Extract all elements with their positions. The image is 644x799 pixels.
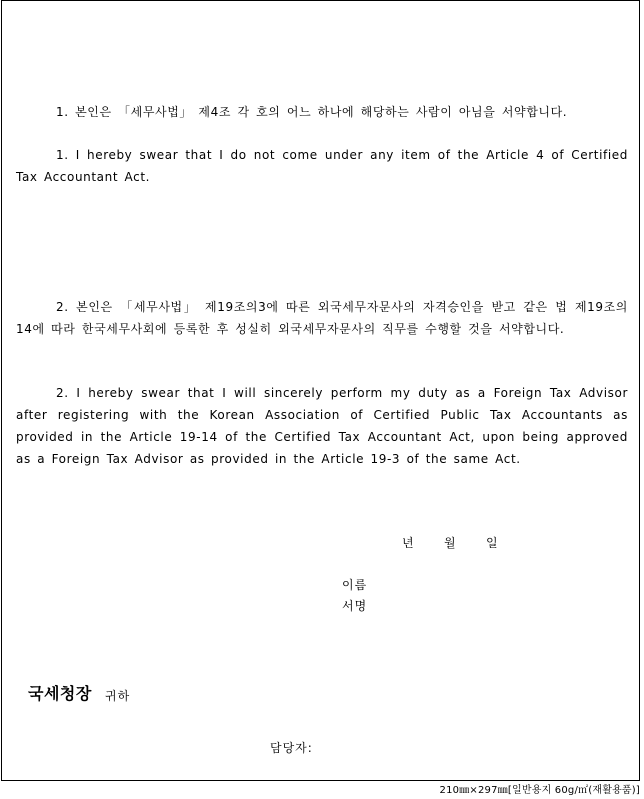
signer-signature-label: 서명 [342,599,368,613]
declaration-item-1-korean: 1. 본인은 「세무사법」 제4조 각 호의 어느 하나에 해당하는 사람이 아님을 서약합니다. [56,105,568,119]
officer-in-charge-label: 담당자: [270,741,313,755]
addressee-name: 국세청장 [28,684,92,703]
date-day-label: 일 [486,536,499,550]
declaration-item-1-english: 1. I hereby swear that I do not come under any item of the Article 4 of Certified Tax Accountant Act. [16,148,628,184]
date-year-label: 년 [402,536,415,550]
addressee-honorific: 귀하 [105,689,131,703]
signer-name-label: 이름 [342,578,368,592]
declaration-item-2-english: 2. I hereby swear that I will sincerely perform my duty as a Foreign Tax Advisor after registering with the Korean Association of Certified Public Tax Accountants as provided in the Article 19-14 of the Certified Tax Accountant Act, upon being approved as a Foreign Tax Advisor as provided in the Article 19-3 of the same Act. [16,386,628,466]
date-month-label: 월 [444,536,457,550]
paper-spec-footer: 210㎜×297㎜[일반용지 60g/㎡(재활용품)] [439,785,640,796]
declaration-item-2-korean: 2. 본인은 「세무사법」 제19조의3에 따른 외국세무자문사의 자격승인을 받고 같은 법 제19조의14에 따라 한국세무사회에 등록한 후 성실히 외국세무자문사의 직무를 수행할 것을 서약합니다. [16,300,628,336]
